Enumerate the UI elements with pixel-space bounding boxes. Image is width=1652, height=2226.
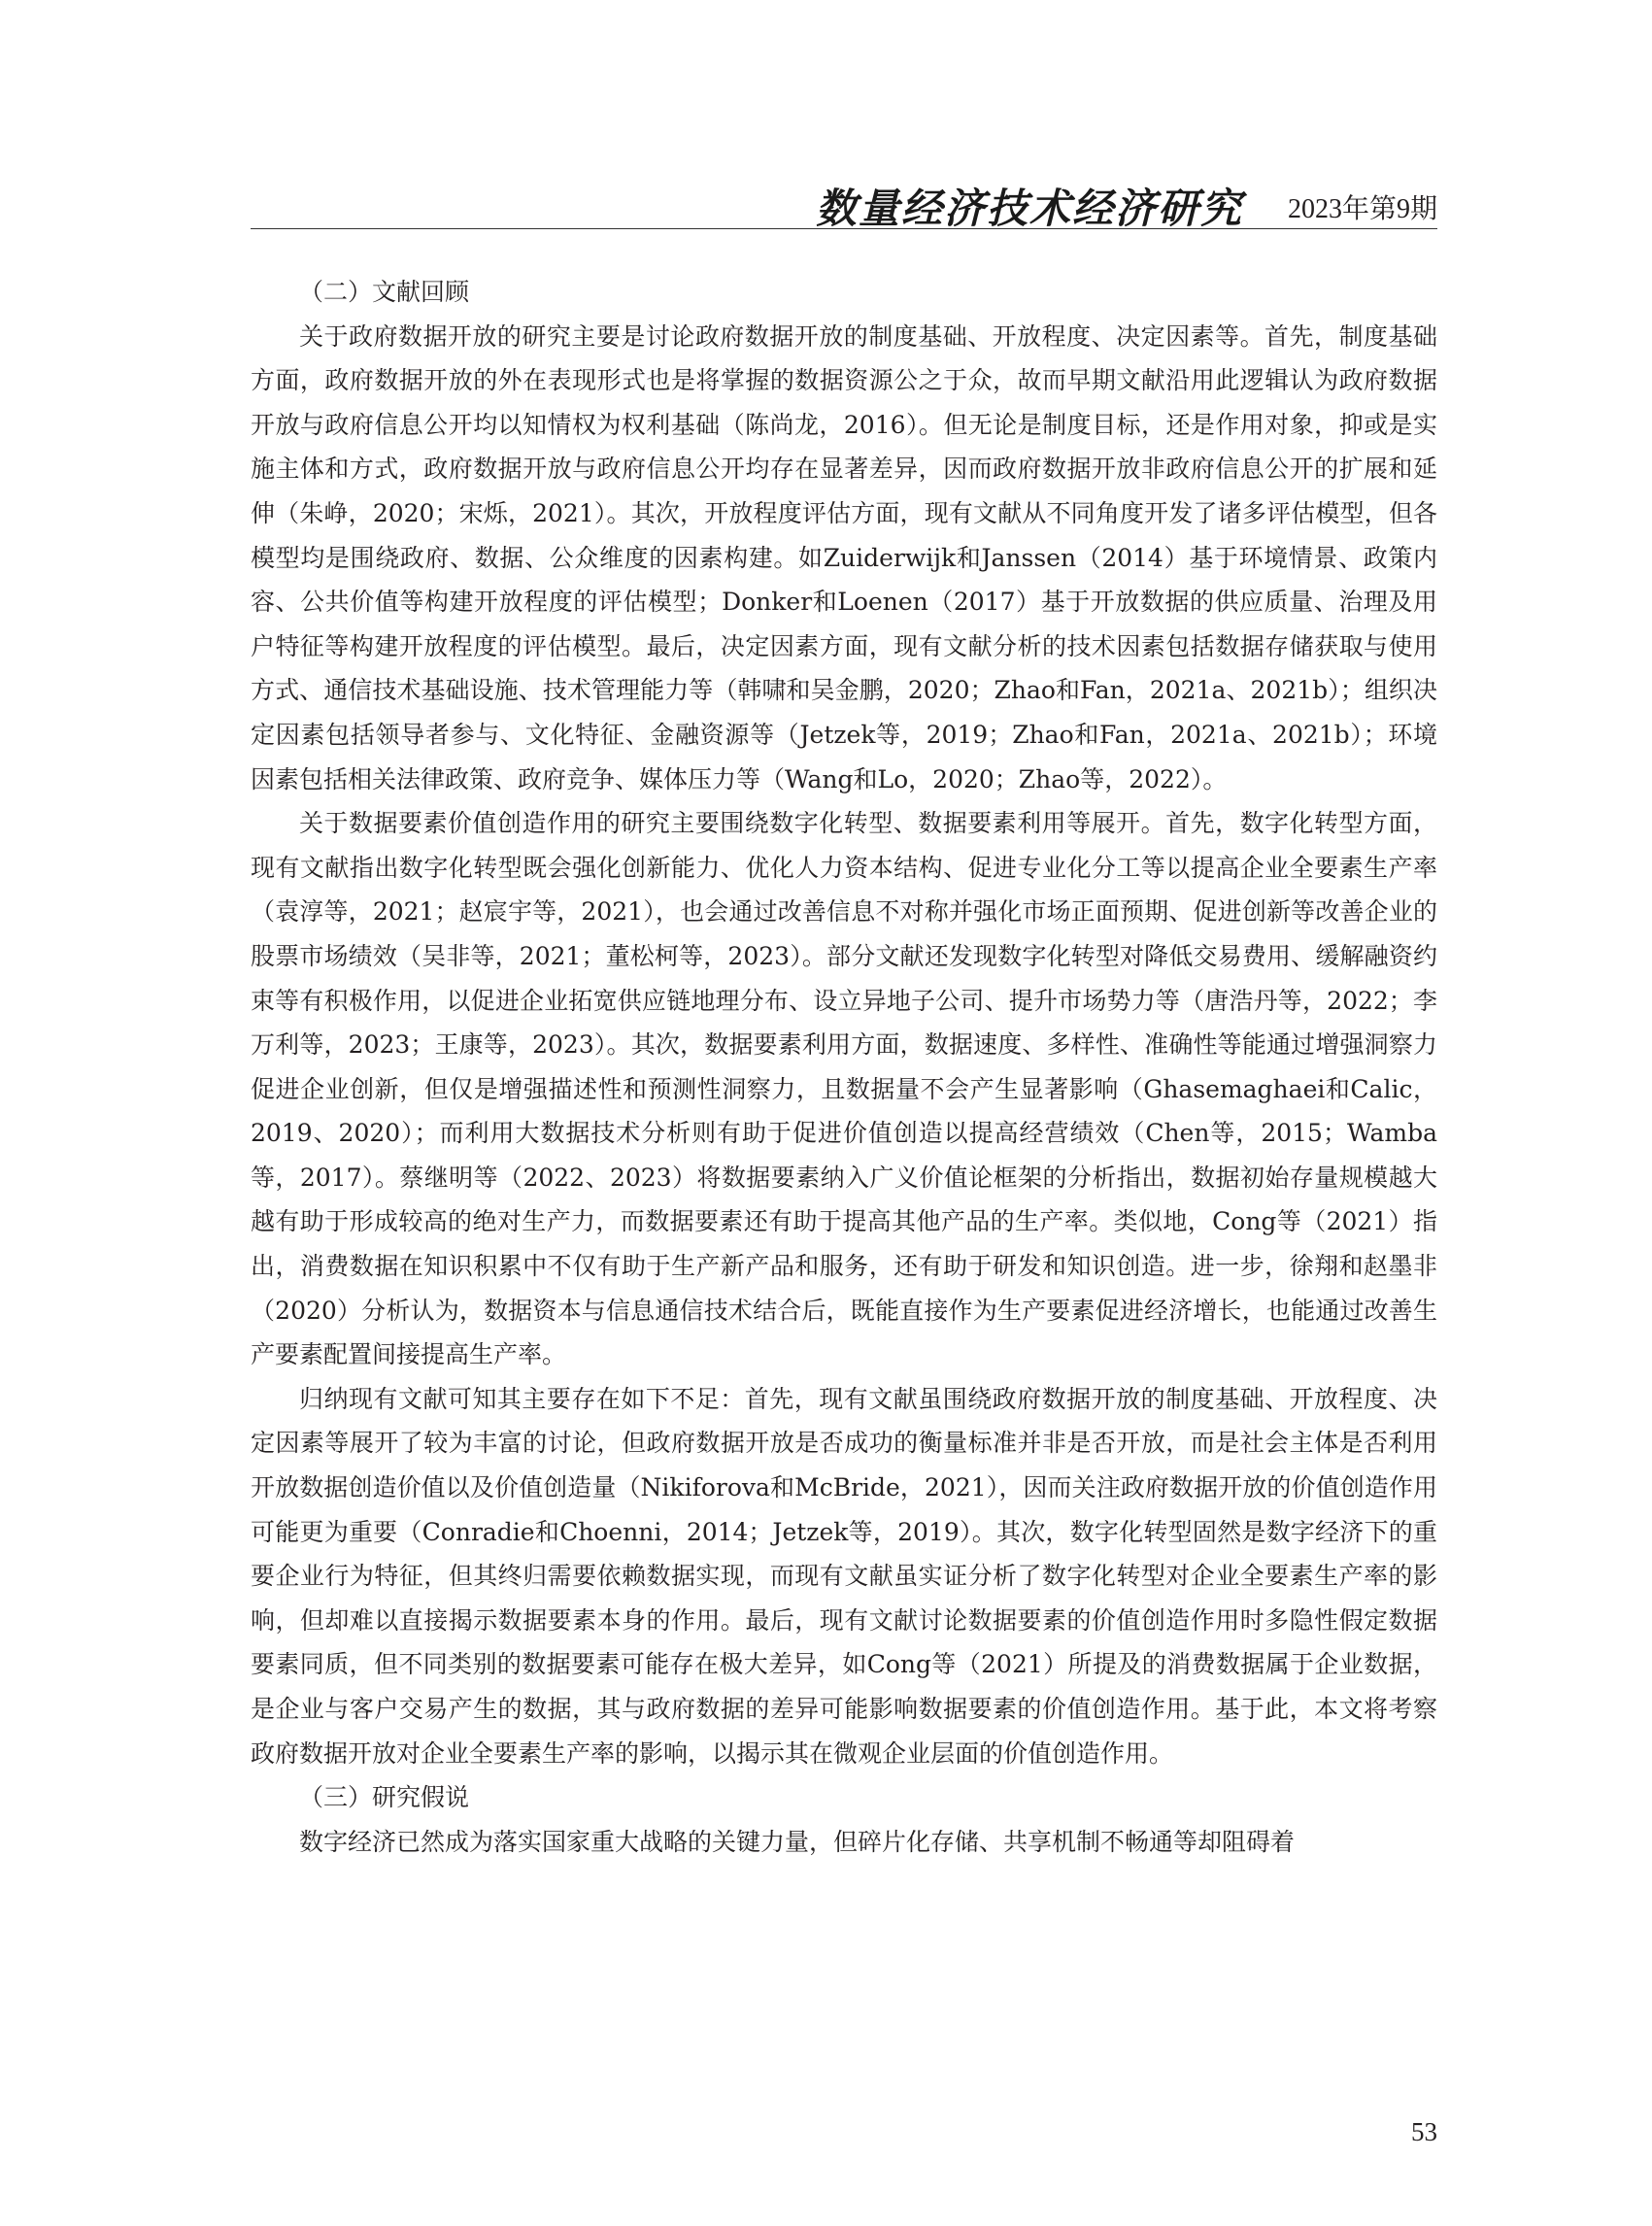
section-heading-hypotheses: （三）研究假说 bbox=[299, 1783, 470, 1812]
article-body bbox=[251, 270, 1437, 1864]
paragraph: 数字经济已然成为落实国家重大战略的关键力量，但碎片化存储、共享机制不畅通等却阻碍着 bbox=[299, 1827, 1296, 1856]
issue-label: 2023年第9期 bbox=[1287, 194, 1437, 224]
journal-title: 数量经济技术经济研究 bbox=[815, 185, 1243, 232]
paragraph: 关于数据要素价值创造作用的研究主要围绕数字化转型、数据要素利用等展开。首先，数字化转型方面，现有文献指出数字化转型既会强化创新能力、优化人力资本结构、促进专业化分工等以提高企业全要素生产率（袁淳等，2021；赵宸宇等，2021），也会通过改善信息不对称并强化市场正面预期、促进创新等改善企业的股票市场绩效（吴非等，2021；董松柯等，2023）。部分文献还发现数字化转型对降低交易费用、缓解融资约束等有积极作用，以促进企业拓宽供应链地理分布、设立异地子公司、提升市场势力等（唐浩丹等，2022；李万利等，2023；王康等，2023）。其次，数据要素利用方面，数据速度、多样性、准确性等能通过增强洞察力促进企业创新，但仅是增强描述性和预测性洞察力，且数据量不会产生显著影响（Ghasemaghaei和Calic，2019、2020）；而利用大数据技术分析则有助于促进价值创造以提高经营绩效（Chen等，2015；Wamba等，2017）。蔡继明等（2022、2023）将数据要素纳入广义价值论框架的分析指出，数据初始存量规模越大越有助于形成较高的绝对生产力，而数据要素还有助于提高其他产品的生产率。类似地，Cong等（2021）指出，消费数据在知识积累中不仅有助于生产新产品和服务，还有助于研发和知识创造。进一步，徐翔和赵墨非（2020）分析认为，数据资本与信息通信技术结合后，既能直接作为生产要素促进经济增长，也能通过改善生产要素配置间接提高生产率。 bbox=[251, 809, 1437, 1369]
section-heading-literature-review: （二）文献回顾 bbox=[299, 278, 470, 306]
page-number: 53 bbox=[1411, 2117, 1437, 2146]
paragraph: 关于政府数据开放的研究主要是讨论政府数据开放的制度基础、开放程度、决定因素等。首先，制度基础方面，政府数据开放的外在表现形式也是将掌握的数据资源公之于众，故而早期文献沿用此逻辑认为政府数据开放与政府信息公开均以知情权为权利基础（陈尚龙，2016）。但无论是制度目标，还是作用对象，抑或是实施主体和方式，政府数据开放与政府信息公开均存在显著差异，因而政府数据开放非政府信息公开的扩展和延伸（朱峥，2020；宋烁，2021）。其次，开放程度评估方面，现有文献从不同角度开发了诸多评估模型，但各模型均是围绕政府、数据、公众维度的因素构建。如Zuiderwijk和Janssen（2014）基于环境情景、政策内容、公共价值等构建开放程度的评估模型；Donker和Loenen（2017）基于开放数据的供应质量、治理及用户特征等构建开放程度的评估模型。最后，决定因素方面，现有文献分析的技术因素包括数据存储获取与使用方式、通信技术基础设施、技术管理能力等（韩啸和吴金鹏，2020；Zhao和Fan，2021a、2021b）；组织决定因素包括领导者参与、文化特征、金融资源等（Jetzek等，2019；Zhao和Fan，2021a、2021b）；环境因素包括相关法律政策、政府竞争、媒体压力等（Wang和Lo，2020；Zhao等，2022）。 bbox=[251, 321, 1437, 793]
paragraph: 归纳现有文献可知其主要存在如下不足：首先，现有文献虽围绕政府数据开放的制度基础、开放程度、决定因素等展开了较为丰富的讨论，但政府数据开放是否成功的衡量标准并非是否开放，而是社会主体是否利用开放数据创造价值以及价值创造量（Nikiforova和McBride，2021），因而关注政府数据开放的价值创造作用可能更为重要（Conradie和Choenni，2014；Jetzek等，2019）。其次，数字化转型固然是数字经济下的重要企业行为特征，但其终归需要依赖数据实现，而现有文献虽实证分析了数字化转型对企业全要素生产率的影响，但却难以直接揭示数据要素本身的作用。最后，现有文献讨论数据要素的价值创造作用时多隐性假定数据要素同质，但不同类别的数据要素可能存在极大差异，如Cong等（2021）所提及的消费数据属于企业数据，是企业与客户交易产生的数据，其与政府数据的差异可能影响数据要素的价值创造作用。基于此，本文将考察政府数据开放对企业全要素生产率的影响，以揭示其在微观企业层面的价值创造作用。 bbox=[251, 1384, 1437, 1768]
running-header bbox=[251, 175, 1437, 232]
